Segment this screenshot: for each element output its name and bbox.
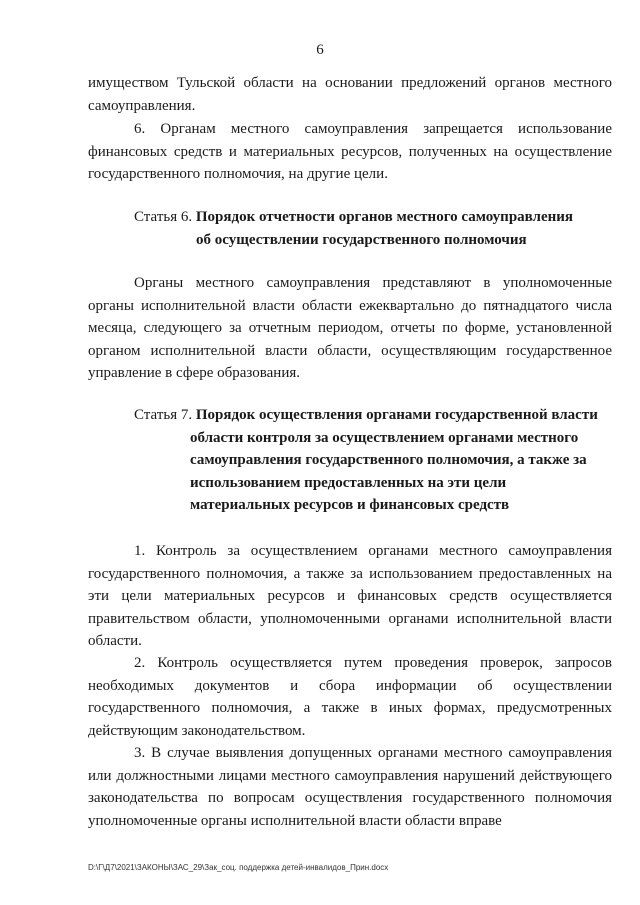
paragraph-item-6: 6. Органам местного самоуправления запрещается использование финансовых средств и материальных ресурсов, полученных на осуществление государственного полномочия, на другие цели. (88, 121, 612, 182)
article-6-title-line-1: Порядок отчетности органов местного самоуправления (195, 209, 574, 225)
article-7-heading (134, 404, 614, 517)
paragraph-article-7-item-3: 3. В случае выявления допущенных органами местного самоуправления или должностными лицами местного самоуправления нарушений действующего законодательства по вопросам осуществления государственного полномочия уполномоченные органы исполнительной власти области вправе (88, 745, 612, 829)
page-number: 6 (316, 42, 324, 58)
article-6-heading (134, 206, 614, 251)
article-7-title-line-2: области контроля за осуществлением органами местного (190, 429, 579, 446)
paragraph-article-6: Органы местного самоуправления представляют в уполномоченные органы исполнительной власти области ежеквартально до пятнадцатого числа месяца, следующего за отчетным периодом, отчеты по форме, установленной органом исполнительной власти области, осуществляющим государственное управление в сфере образования. (88, 275, 612, 381)
footer-file-path: D:\Г\Д7\2021\ЗАКОНЫ\ЗАС_29\Зак_соц. поддержка детей-инвалидов_Прин.docx (88, 863, 389, 872)
article-6-title-line-2: об осуществлении государственного полномочия (196, 231, 527, 248)
article-7-title-line-4: использованием предоставленных на эти цели (190, 474, 507, 491)
article-6-label: Статья 6. (134, 209, 193, 225)
article-7-title-line-3: самоуправления государственного полномочия, а также за (190, 452, 587, 468)
article-7-label: Статья 7. (134, 407, 193, 423)
paragraph-article-7-item-2: 2. Контроль осуществляется путем проведения проверок, запросов необходимых документов и сбора информации об осуществлении государственного полномочия, а также в иных формах, предусмотренных действующим законодательством. (88, 655, 612, 739)
paragraph-continued: имуществом Тульской области на основании предложений органов местного самоуправления. (88, 75, 612, 114)
paragraph-article-7-item-1: 1. Контроль за осуществлением органами местного самоуправления государственного полномочия, а также за использованием предоставленных на эти цели материальных ресурсов и финансовых средств осуществляется правительством области, уполномоченными органами исполнительной власти области. (88, 543, 612, 649)
article-7-title-line-1: Порядок осуществления органами государственной власти (195, 407, 598, 423)
article-7-title-line-5: материальных ресурсов и финансовых средств (190, 497, 510, 513)
